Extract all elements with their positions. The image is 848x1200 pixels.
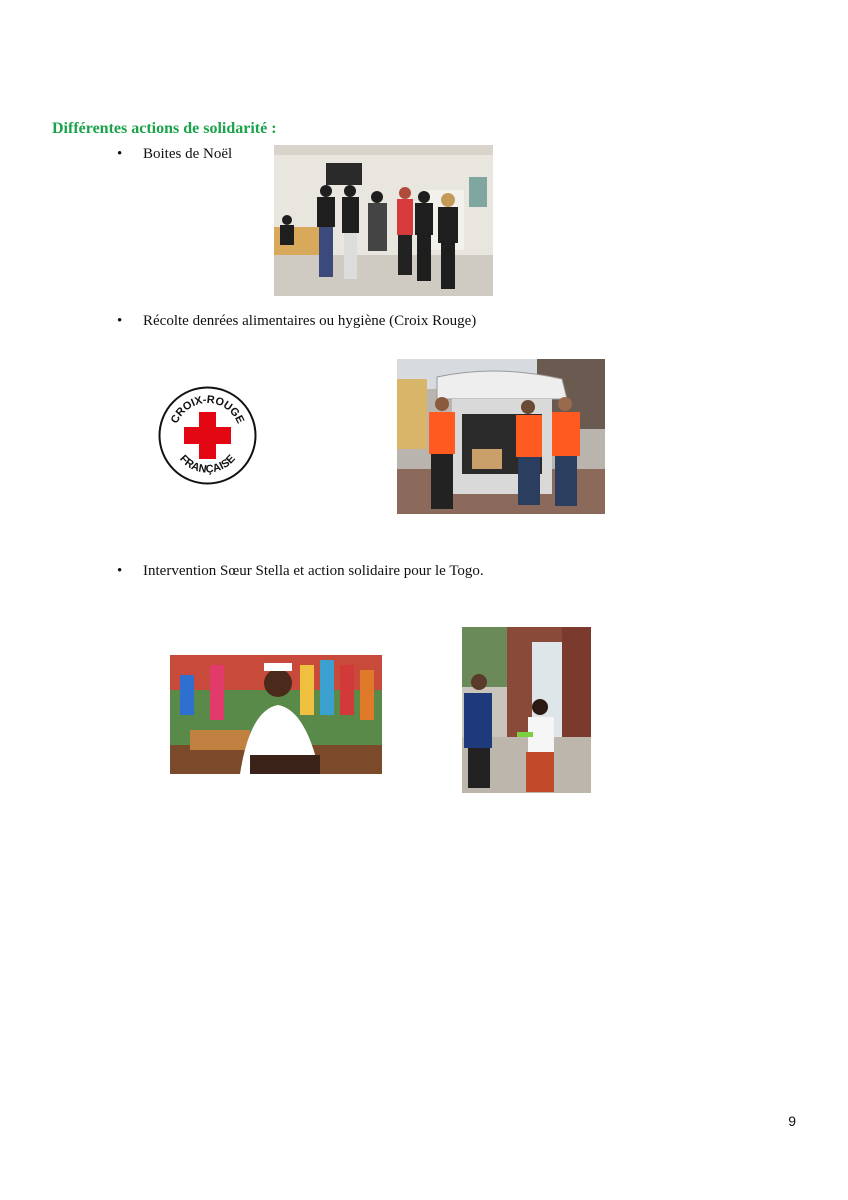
bullet-marker: • bbox=[117, 146, 123, 162]
bullet-marker: • bbox=[117, 313, 123, 329]
page-number: 9 bbox=[788, 1113, 796, 1129]
bullet-text: Boites de Noël bbox=[143, 146, 233, 162]
red-cross-volunteers-photo bbox=[397, 359, 605, 514]
sister-stella-school-photo bbox=[462, 627, 591, 793]
logo-top-text: CROIX-ROUGE bbox=[168, 393, 247, 426]
sister-stella-market-photo bbox=[170, 655, 382, 774]
bullet-item-food-collection bbox=[117, 313, 476, 330]
bullet-item-christmas-boxes bbox=[117, 146, 232, 163]
bullet-item-sister-stella bbox=[117, 563, 484, 580]
christmas-boxes-group-photo bbox=[274, 145, 493, 296]
bullet-text: Récolte denrées alimentaires ou hygiène (Croix Rouge) bbox=[143, 313, 477, 329]
logo-bottom-text: FRANÇAISE bbox=[177, 452, 238, 476]
bullet-marker: • bbox=[117, 563, 123, 579]
section-heading: Différentes actions de solidarité : bbox=[52, 120, 277, 137]
bullet-text: Intervention Sœur Stella et action solidaire pour le Togo. bbox=[143, 563, 484, 579]
croix-rouge-logo bbox=[157, 385, 258, 486]
